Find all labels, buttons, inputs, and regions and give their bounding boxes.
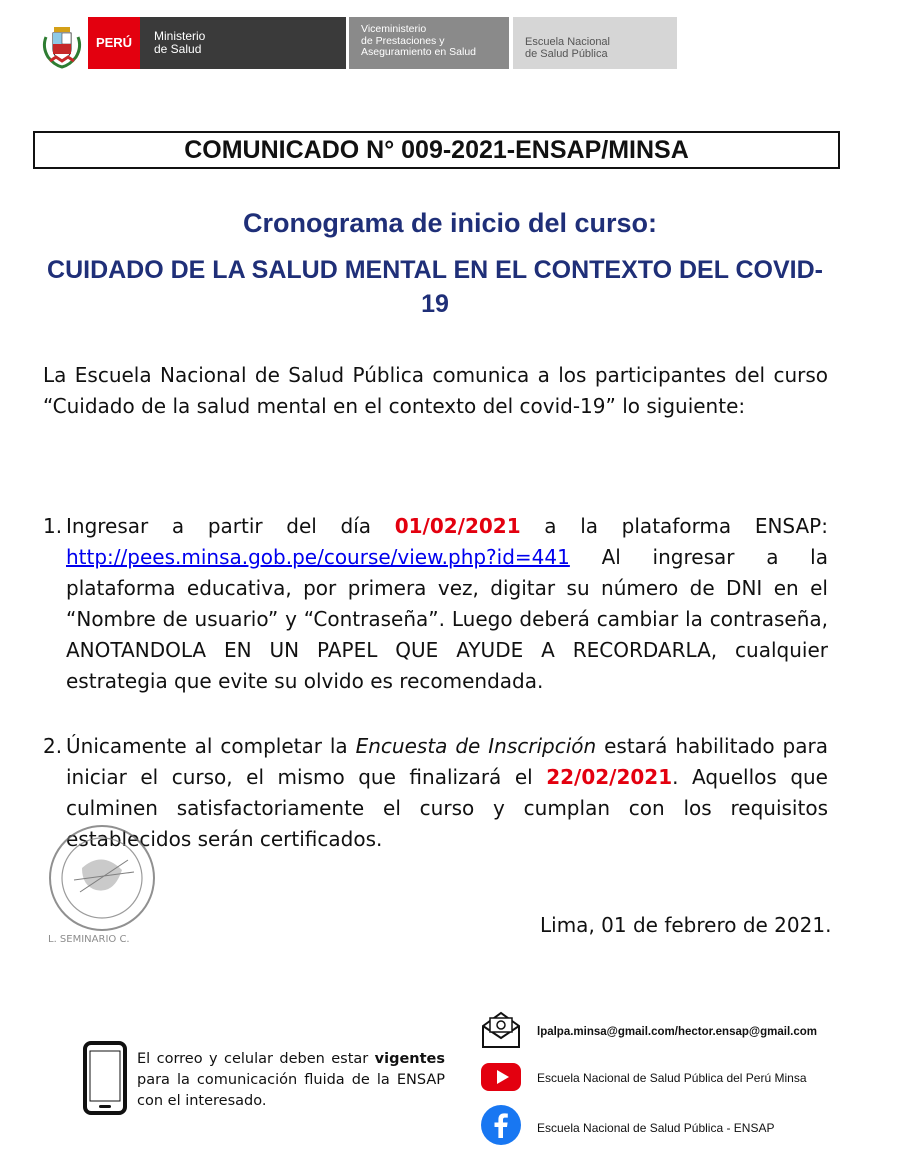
item1-text-b: a la plataforma ENSAP: [520, 514, 828, 538]
escuela-label [513, 17, 677, 69]
item2-text-a: Únicamente al completar la [66, 734, 356, 758]
contact-youtube[interactable]: Escuela Nacional de Salud Pública del Perú Minsa [537, 1071, 807, 1085]
phone-icon [82, 1041, 128, 1115]
ministerio-label [140, 17, 346, 69]
contact-facebook[interactable]: Escuela Nacional de Salud Pública - ENSAP [537, 1121, 775, 1135]
comunicado-title: COMUNICADO N° 009-2021-ENSAP/MINSA [33, 131, 840, 169]
survey-name: Encuesta de Inscripción [355, 734, 597, 758]
item2-text-c: . Aquellos que culminen satisfactoriamente el curso y cumplan con los requisitos establecidos serán certificados. [66, 765, 828, 851]
seal-caption: L. SEMINARIO C. [48, 934, 130, 945]
item2-text-b: estará habilitado para iniciar el curso, el mismo que finalizará el [66, 734, 828, 789]
list-number: 1. [43, 514, 63, 538]
footer-note-bold: vigentes [374, 1051, 445, 1067]
vice-line-1: Viceministerio [361, 23, 427, 35]
contact-email[interactable]: lpalpa.minsa@gmail.com/hector.ensap@gmail.com [537, 1026, 817, 1038]
ministerio-line-2: de Salud [154, 42, 202, 56]
start-date: 01/02/2021 [394, 514, 521, 538]
intro-paragraph: La Escuela Nacional de Salud Pública comunica a los participantes del curso “Cuidado de la salud mental en el contexto del covid-19” lo siguiente: [43, 363, 828, 418]
vice-line-2: de Prestaciones y [361, 34, 445, 47]
facebook-icon [480, 1104, 522, 1146]
vice-line-3: Aseguramiento en Salud [361, 46, 476, 58]
place-date: Lima, 01 de febrero de 2021. [540, 913, 832, 937]
platform-link[interactable]: http://pees.minsa.gob.pe/course/view.php?id=441 [66, 545, 570, 569]
footer-note-b: para la comunicación fluida de la ENSAP con el interesado. [137, 1072, 445, 1109]
youtube-icon [480, 1062, 522, 1092]
footer-note-a: El correo y celular deben estar [137, 1051, 375, 1067]
footer-note [137, 1049, 445, 1112]
email-icon [480, 1010, 522, 1050]
official-seal-icon [44, 820, 164, 945]
schedule-title: Cronograma de inicio del curso: [242, 208, 658, 238]
item1-text-c: Al ingresar a la plataforma educativa, por primera vez, digitar su número de DNI en el “Nombre de usuario” y “Contraseña”. Luego deberá cambiar la contraseña, ANOTANDOLA EN UN PAPEL QUE AYUDE A RECORDARLA, cualquier estrategia que evite su olvido es recomendada. [66, 545, 828, 693]
coat-of-arms-icon [40, 17, 85, 69]
course-title: CUIDADO DE LA SALUD MENTAL EN EL CONTEXTO DEL COVID-19 [47, 256, 823, 318]
end-date: 22/02/2021 [546, 765, 673, 789]
viceministerio-label [349, 17, 509, 69]
list-item-1 [43, 511, 828, 697]
ministerio-line-1: Ministerio [154, 29, 206, 43]
institutional-header [40, 17, 640, 69]
list-number: 2. [43, 734, 63, 758]
escuela-line-1: Escuela Nacional [525, 36, 610, 48]
escuela-line-2: de Salud Pública [525, 48, 608, 60]
item1-text-a: Ingresar a partir del día [66, 514, 395, 538]
peru-label: PERÚ [88, 17, 140, 69]
